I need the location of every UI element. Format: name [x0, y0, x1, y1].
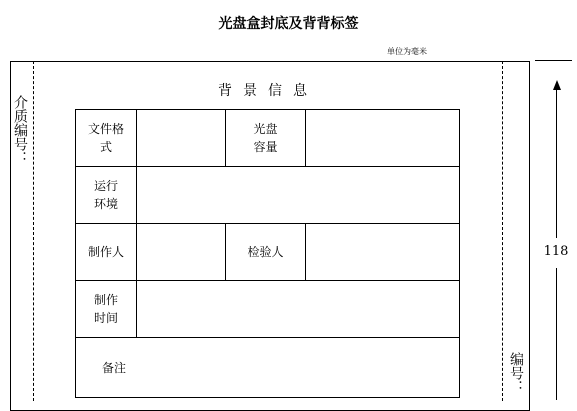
dimension-line: [556, 88, 557, 238]
fold-line-right: [502, 61, 503, 401]
fold-line-left: [33, 61, 34, 401]
table-row: [76, 224, 460, 281]
side-number-label: 编号：: [508, 352, 524, 394]
inspector-value: [306, 224, 460, 281]
section-heading: 背景信息: [218, 83, 318, 99]
file-format-value: [137, 110, 226, 167]
producer-label: 制作人: [76, 224, 137, 281]
disc-capacity-value: [306, 110, 460, 167]
table-row: [76, 110, 460, 167]
page-title: 光盘盒封底及背背标签: [218, 16, 359, 32]
table-row: [76, 167, 460, 224]
table-row: [76, 338, 460, 398]
unit-note: 单位为毫米: [387, 47, 427, 56]
production-time-label: 制作时间: [76, 281, 137, 338]
file-format-label: 文件格式: [76, 110, 137, 167]
dimension-label: 118: [543, 244, 569, 259]
media-number-label: 介质编号：: [12, 95, 28, 165]
runtime-env-label: 运行环境: [76, 167, 137, 224]
disc-capacity-label: 光盘容量: [226, 110, 306, 167]
info-table: [75, 109, 460, 398]
production-time-value: [137, 281, 460, 338]
runtime-env-value: [137, 167, 460, 224]
remarks-label: 备注: [76, 338, 460, 398]
dimension-line-lower: [556, 268, 557, 400]
dimension-tick-top: [535, 60, 572, 61]
producer-value: [137, 224, 226, 281]
inspector-label: 检验人: [226, 224, 306, 281]
arrow-up-icon: [553, 80, 561, 90]
table-row: [76, 281, 460, 338]
